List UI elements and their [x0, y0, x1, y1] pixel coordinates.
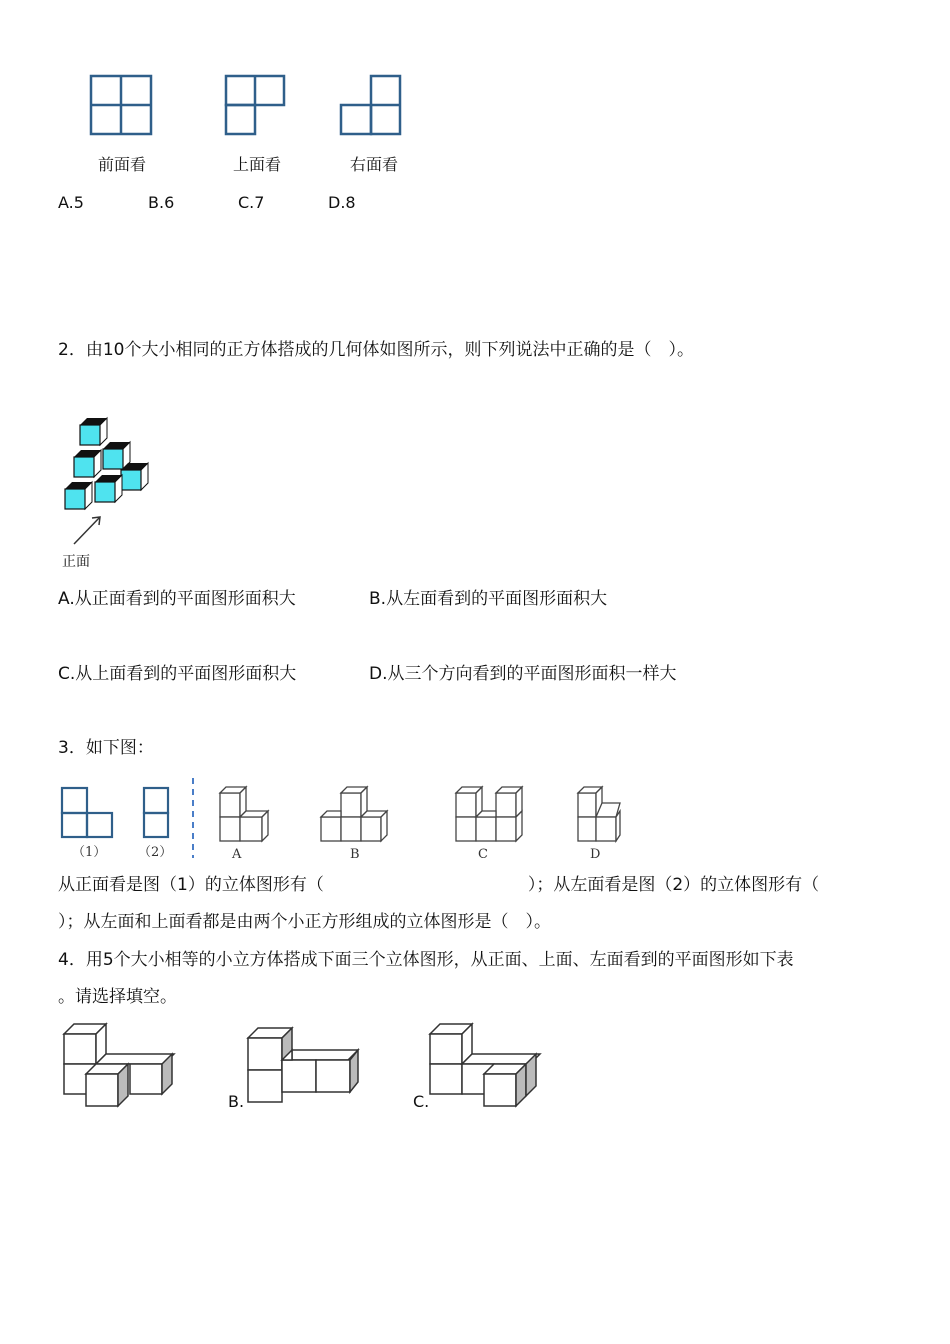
q2-option-a[interactable]: A.从正面看到的平面图形面积大: [58, 589, 296, 609]
q2-option-d[interactable]: D.从三个方向看到的平面图形面积一样大: [369, 664, 677, 684]
front-direction-arrow: [70, 513, 110, 548]
q1-option-a[interactable]: A.5: [58, 193, 84, 212]
front-view-label: 前面看: [98, 155, 147, 174]
q2-cube-figure: [58, 415, 158, 515]
q4-label-b[interactable]: B.: [228, 1092, 245, 1111]
q2-option-b[interactable]: B.从左面看到的平面图形面积大: [369, 589, 608, 609]
q1-option-c[interactable]: C.7: [238, 193, 265, 212]
q1-view-figures: [85, 70, 415, 140]
solid-a-caption: A: [232, 847, 242, 862]
solid-c-caption: C: [478, 847, 488, 862]
q3-question: 3．如下图：: [58, 738, 154, 758]
q2-question: 2．由10个大小相同的正方体搭成的几何体如图所示，则下列说法中正确的是（ ）。: [58, 340, 694, 360]
q1-option-d[interactable]: D.8: [328, 193, 356, 212]
q4-line2: 。请选择填空。: [58, 987, 177, 1007]
q3-line2: ）；从左面和上面看都是由两个小正方形组成的立体图形是（ ）。: [58, 912, 551, 932]
q4-figures: [58, 1018, 558, 1113]
right-view-label: 右面看: [350, 155, 399, 174]
view-1-caption: （1）: [72, 845, 107, 860]
q2-option-c[interactable]: C.从上面看到的平面图形面积大: [58, 664, 297, 684]
top-view-label: 上面看: [233, 155, 282, 174]
solid-b-caption: B: [350, 847, 360, 862]
q1-option-b[interactable]: B.6: [148, 193, 175, 212]
q3-line1: 从正面看是图（1）的立体图形有（ ）；从左面看是图（2）的立体图形有（: [58, 875, 820, 895]
q4-line1: 4．用5个大小相等的小立方体搭成下面三个立体图形，从正面、上面、左面看到的平面图形如下表: [58, 950, 794, 970]
solid-d-caption: D: [590, 847, 601, 862]
q4-label-c[interactable]: C.: [413, 1092, 430, 1111]
q3-figures: [58, 776, 638, 866]
front-label: 正面: [62, 554, 90, 570]
view-2-caption: （2）: [138, 845, 173, 860]
